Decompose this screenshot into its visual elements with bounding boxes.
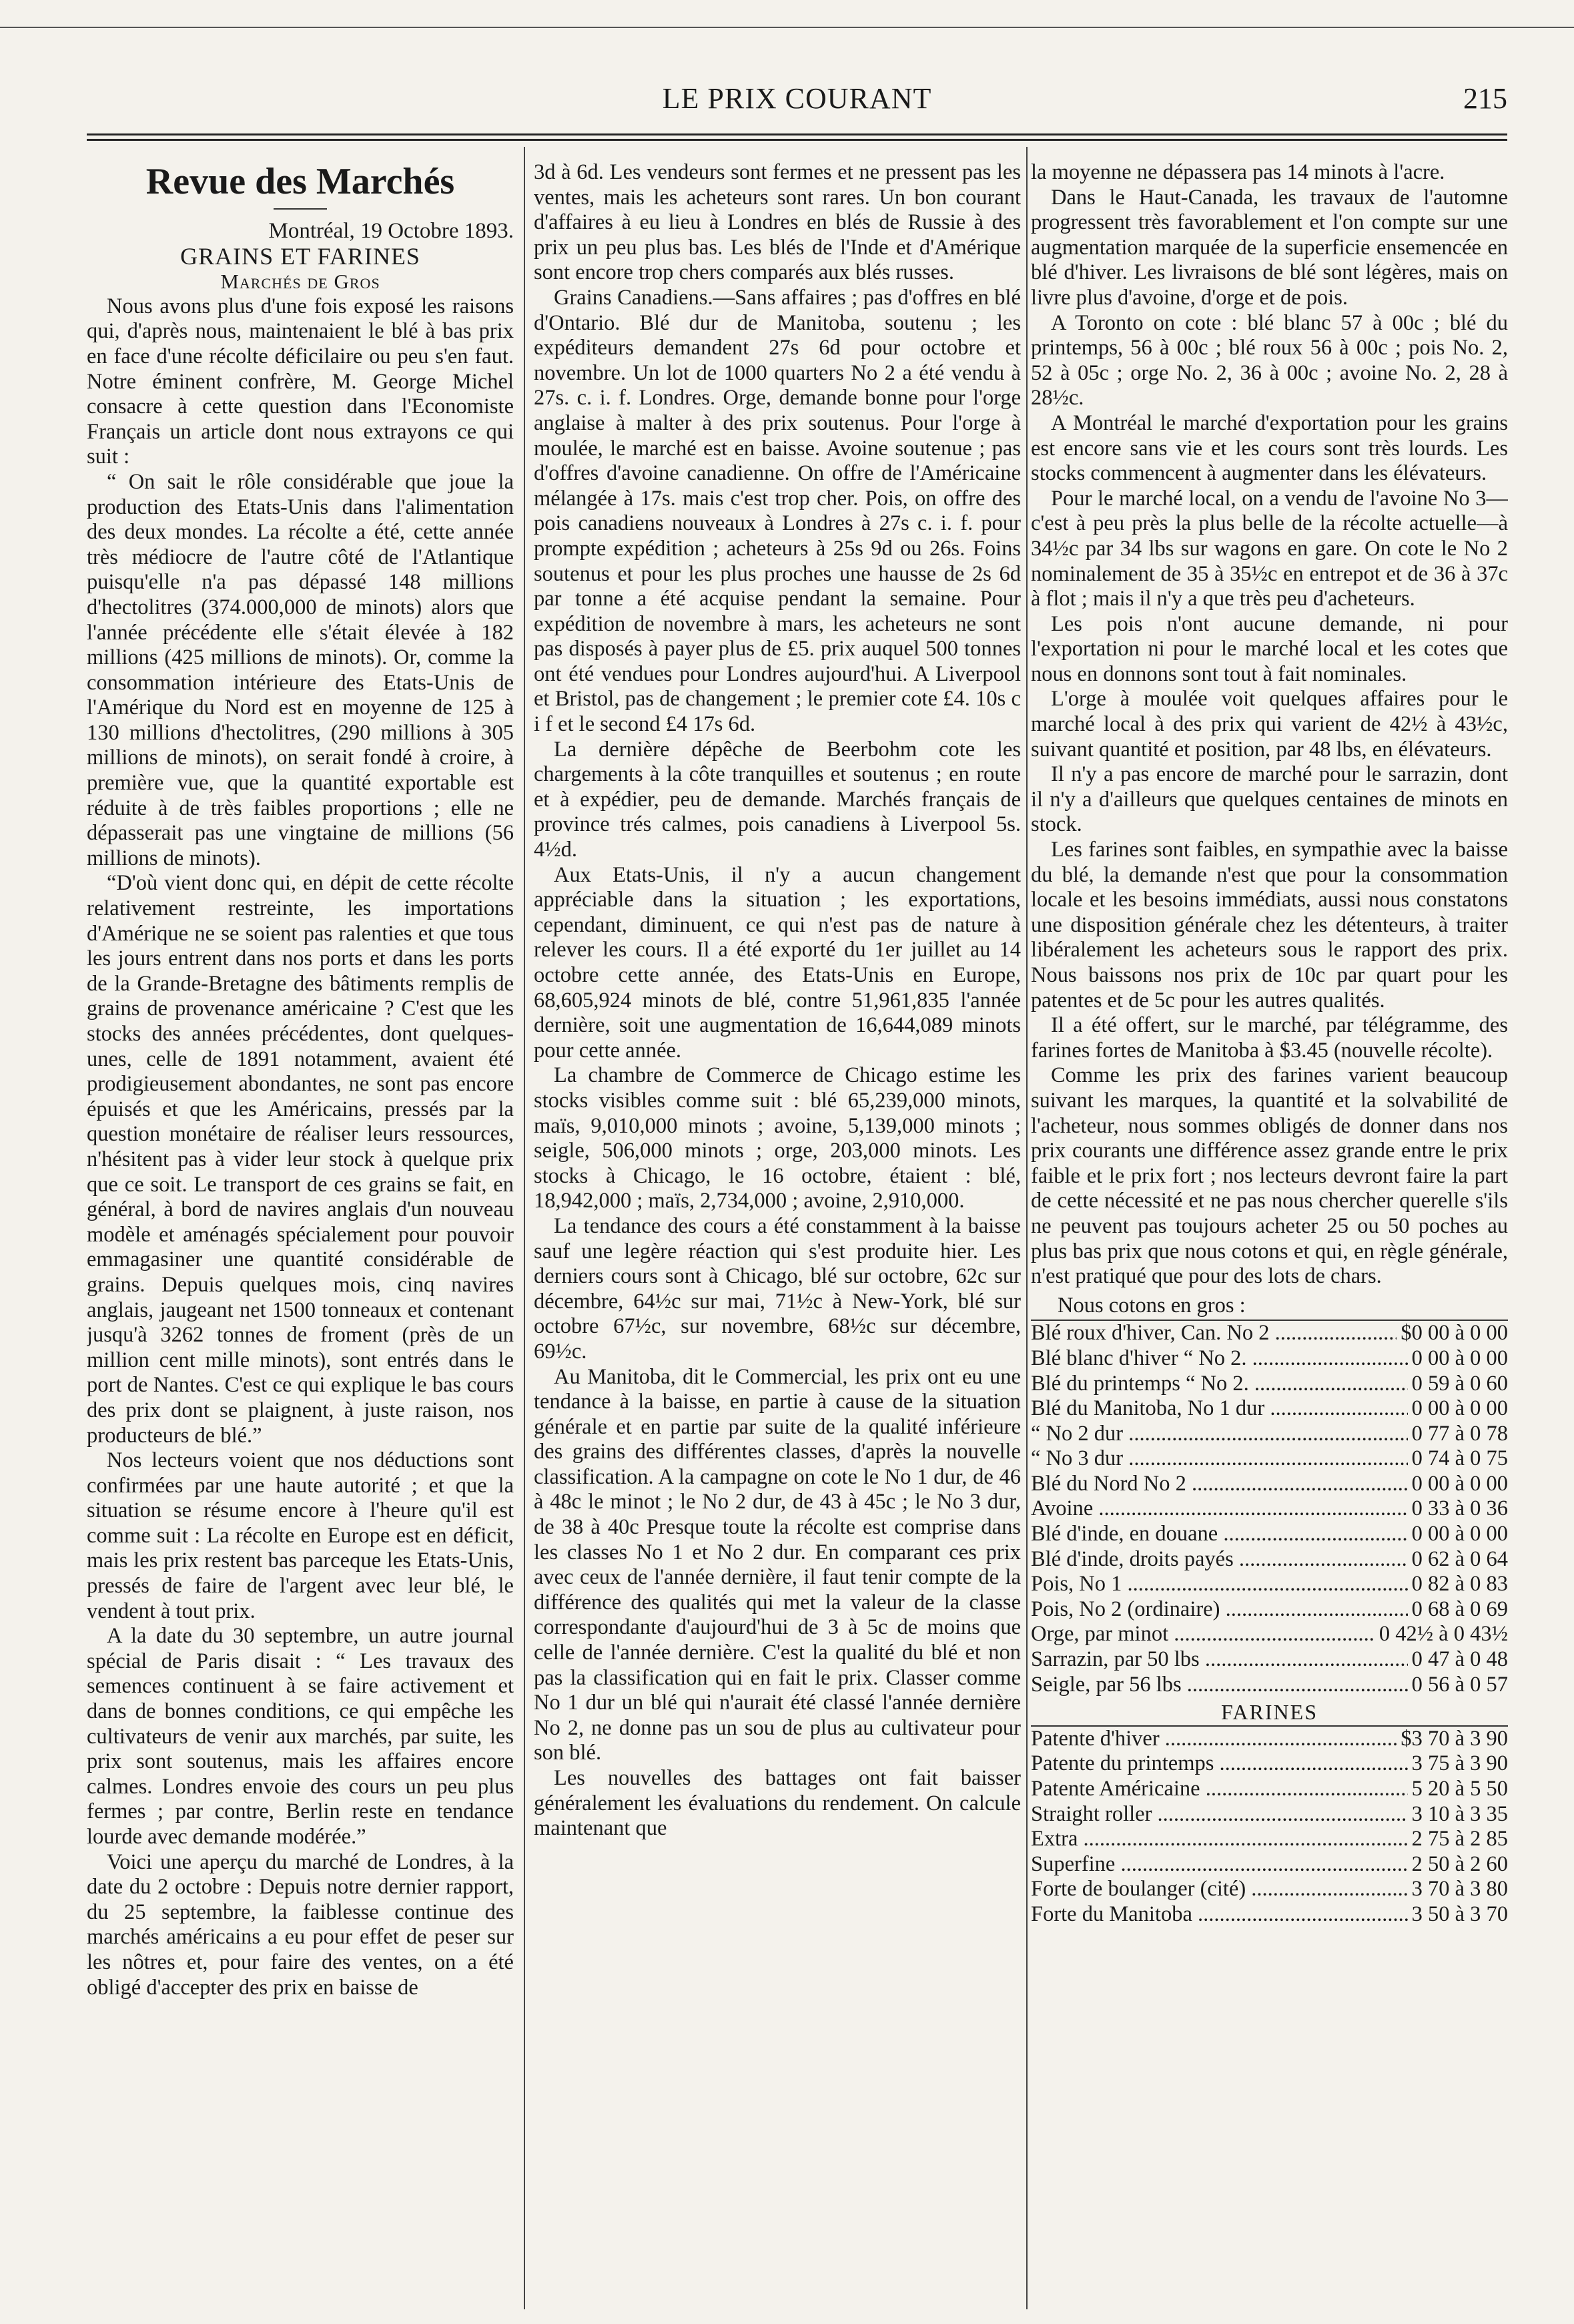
price-item-value: 0 00 à 0 00 [1411,1396,1508,1421]
price-item-name: Superfine ..... [1031,1852,1408,1877]
paragraph: Nos lecteurs voient que nos déductions sont confirmées par une haute autorité ; et que la situation se résume encore à l'heure qu'il est comme suit : La récolte en Europe est en déficit, mais les prix restent bas parceque les Etats-Unis, pressés de faire de l'argent avec leur blé, le vendent à tout prix. [87,1448,514,1623]
price-row [1031,1547,1508,1572]
price-row [1031,1877,1508,1902]
price-item-name: Forte de boulanger (cité) ..... [1031,1877,1408,1902]
price-item-name: Patente Américaine ..... [1031,1777,1408,1802]
price-row [1031,1622,1508,1647]
header-rule-2 [87,139,1507,141]
paragraph: Les pois n'ont aucune demande, ni pour l'exportation ni pour le marché local et les cotes que nous en donnons sont tout à fait nominales. [1031,611,1508,686]
price-item-value: 0 74 à 0 75 [1411,1446,1508,1471]
paragraph: “D'où vient donc qui, en dépit de cette récolte relativement restreinte, les importations d'Amérique ne se soient pas ralenties et que tous les jours entrent dans nos ports et dans les ports de la Grande-Bretagne des bâtiments remplis de grains de provenance américaine ? C'est que les stocks des années précédentes, dont quelques-unes, celle de 1891 notamment, avaient été prodigieusement abondantes, ne sont pas encore épuisés et que les Américains, pressés par la question monétaire de réaliser leurs ressources, n'hésitent pas à vider leur stock à quelque prix que ce soit. Le transport de ces grains se fait, en général, à bord de navires anglais d'un nouveau modèle et aménagés spécialement pour pouvoir emmagasiner une quantité considérable de grains. Depuis quelques mois, cinq navires anglais, jaugeant net 1500 tonneaux et contenant jusqu'à 3262 tonnes de froment (près de un million cent mille minots), sont entrés dans le port de Nantes. C'est ce qui explique le bas cours des prix dont se plaignent, à juste raison, nos producteurs de blé.” [87,871,514,1448]
dateline: Montréal, 19 Octobre 1893. [268,219,514,243]
price-item-value: 0 00 à 0 00 [1411,1346,1508,1370]
price-item-value: 0 00 à 0 00 [1411,1471,1508,1496]
price-item-value: 3 10 à 3 35 [1411,1801,1508,1826]
top-border [0,27,1574,28]
price-item-name: Pois, No 1 ..... [1031,1572,1408,1597]
paragraph: “ On sait le rôle considérable que joue la production des Etats-Unis dans l'alimentation des deux mondes. La récolte a été, cette année très médiocre de l'autre côté de l'Atlantique puisqu'elle n'a pas dépassé 148 millions d'hectolitres (374.000,000 de minots) alors que l'année précédente elle s'était élevée à 182 millions (425 millions de minots). Or, comme la consommation intérieure des Etats-Unis de l'Amérique du Nord est en moyenne de 125 à 130 millions d'hectolitres, (290 millions à 305 millions de minots), on serait fondé à croire, à première vue, que la quantité exportable est réduite à de très faibles proportions ; elle ne dépasserait pas une vingtaine de millions (56 millions de minots). [87,469,514,870]
price-row [1031,1647,1508,1673]
section-heading: GRAINS ET FARINES [180,242,420,270]
paragraph: Les nouvelles des battages ont fait baisser généralement les évaluations du rendement. On calcule maintenant que [534,1766,1021,1841]
price-row [1031,1372,1508,1397]
price-row [1031,1396,1508,1422]
price-item-name: “ No 3 dur ..... [1031,1446,1408,1472]
price-item-value: 0 47 à 0 48 [1411,1647,1508,1672]
page-number: 215 [1463,82,1507,115]
column-divider [1026,147,1028,2309]
price-item-name: Blé d'inde, en douane ..... [1031,1522,1408,1547]
price-item-value: 2 50 à 2 60 [1411,1851,1508,1876]
price-item-value: $3 70 à 3 90 [1401,1726,1508,1751]
paragraph: Voici une aperçu du marché de Londres, à la date du 2 octobre : Depuis notre dernier rapport, du 25 septembre, la faiblesse continue des marchés américains a eu pour effet de peser sur les nôtres et, pour faire des ventes, on a été obligé d'accepter des prix en baisse de [87,1849,514,2000]
price-item-name: Blé roux d'hiver, Can. No 2 ..... [1031,1321,1397,1346]
paragraph: Aux Etats-Unis, il n'y a aucun changement appréciable dans la situation ; les exportations, cependant, diminuent, ce qui n'est pas de nature à relever les cours. Il a été exporté du 1er juillet au 14 octobre cette année, des Etats-Unis en Europe, 68,605,924 minots de blé, contre 51,961,835 l'année dernière, soit une augmentation de 16,644,089 minots pour cette année. [534,862,1021,1063]
paragraph: A la date du 30 septembre, un autre journal spécial de Paris disait : “ Les travaux des semences continuent à se faire activement et dans de bonnes conditions, ce qui empêche les cultivateurs de venir aux marchés, par suite, les prix sont soutenus, mais les affaires encore calmes. Londres envoie des cours un peu plus fermes ; par contre, Berlin reste en tendance lourde avec demande modérée.” [87,1624,514,1849]
paragraph: Nous avons plus d'une fois exposé les raisons qui, d'après nous, maintenaient le blé à bas prix en face d'une récolte déficilaire ou peu s'en faut. Notre éminent confrère, M. George Michel consacre à cette question dans l'Economiste Français un article dont nous extrayons ce qui suit : [87,294,514,469]
price-item-value: 3 70 à 3 80 [1411,1877,1508,1902]
price-item-value: 0 68 à 0 69 [1411,1596,1508,1621]
grain-price-list [1031,1320,1508,1697]
price-item-value: 0 33 à 0 36 [1411,1496,1508,1521]
price-item-value: 0 42½ à 0 43½ [1379,1622,1508,1647]
price-row [1031,1751,1508,1777]
column-divider [524,147,525,2309]
price-item-value: 0 56 à 0 57 [1411,1672,1508,1697]
price-item-name: Avoine ..... [1031,1496,1408,1522]
price-item-name: Patente d'hiver ..... [1031,1727,1397,1752]
price-row [1031,1321,1508,1346]
price-item-name: Blé d'inde, droits payés ..... [1031,1547,1408,1572]
price-row [1031,1472,1508,1497]
column-2 [534,160,1021,2296]
price-item-name: Extra ..... [1031,1827,1408,1852]
paragraph: la moyenne ne dépassera pas 14 minots à l'acre. [1031,160,1445,184]
paragraph: Comme les prix des farines varient beaucoup suivant les marques, la quantité et la solvabilité de l'acheteur, nous sommes obligés de donner dans nos prix courants une différence assez grande entre le prix faible et le prix fort ; nos lecteurs devront faire la part de cette nécessité et ne pas nous chercher querelle s'ils ne peuvent pas toujours acheter 25 ou 50 poches au plus bas prix que nous cotons et qui, en règle générale, n'est pratiqué que pour des lots de chars. [1031,1063,1508,1289]
paragraph: L'orge à moulée voit quelques affaires pour le marché local à des prix qui varient de 42½ à 43½c, suivant quantité et position, par 48 lbs, en élévateurs. [1031,687,1508,762]
header-rule [87,133,1507,135]
price-row [1031,1777,1508,1802]
price-item-value: 0 82 à 0 83 [1411,1572,1508,1596]
farines-heading: FARINES [1031,1700,1508,1727]
price-item-name: Blé du printemps “ No 2. ..... [1031,1372,1408,1397]
title-rule [274,208,327,210]
price-row [1031,1673,1508,1698]
paragraph: A Toronto on cote : blé blanc 57 à 00c ; blé du printemps, 56 à 00c ; blé roux 56 à 00c ; pois No. 2, 52 à 05c ; orge No. 2, 36 à 00c ; avoine No. 2, 28 à 28½c. [1031,310,1508,410]
paragraph: La chambre de Commerce de Chicago estime les stocks visibles comme suit : blé 65,239,000 minots, maïs, 9,010,000 minots ; avoine, 5,139,000 minots ; seigle, 506,000 minots ; orge, 203,000 minots. Les stocks à Chicago, le 16 octobre, étaient : blé, 18,942,000 ; maïs, 2,734,000 ; avoine, 2,910,000. [534,1063,1021,1213]
price-item-value: 0 62 à 0 64 [1411,1546,1508,1571]
price-row [1031,1446,1508,1472]
price-row [1031,1496,1508,1522]
price-row [1031,1522,1508,1547]
price-item-value: 0 77 à 0 78 [1411,1421,1508,1446]
flour-price-list [1031,1727,1508,1928]
price-row [1031,1802,1508,1827]
article-title: Revue des Marchés [145,161,455,202]
price-row [1031,1346,1508,1372]
price-item-value: 0 00 à 0 00 [1411,1522,1508,1546]
paragraph: Au Manitoba, dit le Commercial, les prix ont eu une tendance à la baisse, en partie à cause de la situation générale et en partie par suite de la qualité inférieure des grains des différentes classes, d'après la nouvelle classification. A la campagne on cote le No 1 dur, de 46 à 48c le minot ; le No 2 dur, de 43 à 45c ; le No 3 dur, de 38 à 40c Presque toute la récolte est comprise dans les classes No 1 et No 2 dur. En comparant ces prix avec ceux de l'année dernière, il faut tenir compte de la différence des qualités qui met la valeur de la classe correspondante d'aujourd'hui de 3 à 5c de moins que celle de l'année dernière. C'est la qualité du blé et non pas la classification qui en fait le prix. Classer comme No 1 dur un blé qui n'aurait été classé l'année dernière No 2, ne donne pas un sou de plus au cultivateur pour son blé. [534,1364,1021,1765]
subsection-heading: Marchés de Gros [220,270,380,294]
page-header [87,81,1507,121]
paragraph: La tendance des cours a été constamment à la baisse sauf une legère réaction qui s'est produite hier. Les derniers cours sont à Chicago, blé sur octobre, 62c sur décembre, 64½c sur mai, 71½c à New-York, blé sur octobre 67½c, sur novembre, 68½c sur décembre, 69½c. [534,1213,1021,1364]
price-item-value: $0 00 à 0 00 [1401,1321,1508,1346]
price-item-value: 2 75 à 2 85 [1411,1827,1508,1851]
price-list-intro: Nous cotons en gros : [1058,1293,1246,1318]
price-item-value: 3 75 à 3 90 [1411,1751,1508,1776]
journal-title: LE PRIX COURANT [662,82,932,115]
price-item-name: Sarrazin, par 50 lbs ..... [1031,1647,1408,1673]
paragraph: Dans le Haut-Canada, les travaux de l'automne progressent très favorablement et l'on compte sur une augmentation marquée de la superficie ensemencée en blé d'hiver. Les livraisons de blé sont légères, mais on livre plus d'avoine, d'orge et de pois. [1031,185,1508,310]
price-item-value: 3 50 à 3 70 [1411,1902,1508,1926]
price-item-name: Pois, No 2 (ordinaire) ..... [1031,1597,1408,1623]
price-item-name: Forte du Manitoba ..... [1031,1902,1408,1928]
price-item-name: Orge, par minot ..... [1031,1622,1375,1647]
price-item-name: Blé du Manitoba, No 1 dur ..... [1031,1396,1408,1422]
price-item-value: 0 59 à 0 60 [1411,1371,1508,1396]
paragraph: A Montréal le marché d'exportation pour les grains est encore sans vie et les cours sont très lourds. Les stocks commencent à augmenter dans les élévateurs. [1031,410,1508,486]
price-item-name: “ No 2 dur ..... [1031,1422,1408,1447]
paragraph: Pour le marché local, on a vendu de l'avoine No 3—c'est à peu près la plus belle de la récolte actuelle—à 34½c par 34 lbs sur wagons en gare. On cote le No 2 nominalement de 35 à 35½c en entrepot et de 36 à 37c à flot ; mais il n'y a que très peu d'acheteurs. [1031,486,1508,611]
price-row [1031,1827,1508,1852]
price-item-value: 5 20 à 5 50 [1411,1777,1508,1801]
paragraph: La dernière dépêche de Beerbohm cote les chargements à la côte tranquilles et soutenus ; en route et à expédier, peu de demande. Marchés français de province trés calmes, pois canadiens à Liverpool 5s. 4½d. [534,737,1021,862]
paragraph: Il n'y a pas encore de marché pour le sarrazin, dont il n'y a d'ailleurs que quelques centaines de minots en stock. [1031,762,1508,837]
price-item-name: Blé blanc d'hiver “ No 2. ..... [1031,1346,1408,1372]
paragraph: Les farines sont faibles, en sympathie avec la baisse du blé, la demande n'est que pour la consommation locale et les besoins immédiats, aussi nous constatons une disposition générale chez les détenteurs, à traiter libéralement les acheteurs sous le rapport des prix. Nous baissons nos prix de 10c par quart pour les patentes et de 5c pour les autres qualités. [1031,838,1508,1012]
price-row [1031,1727,1508,1752]
paragraph: 3d à 6d. Les vendeurs sont fermes et ne pressent pas les ventes, mais les acheteurs sont rares. Un bon courant d'affaires à eu lieu à Londres en blés de Russie à des prix un peu plus bas. Les blés de l'Inde et d'Amérique sont encore trop chers comparés aux blés russes. [534,160,1021,285]
price-item-name: Straight roller ..... [1031,1802,1408,1827]
price-row [1031,1422,1508,1447]
price-row [1031,1852,1508,1877]
column-3 [1031,160,1508,2296]
price-row [1031,1597,1508,1623]
price-item-name: Seigle, par 56 lbs ..... [1031,1673,1408,1698]
price-item-name: Patente du printemps ..... [1031,1751,1408,1777]
price-item-name: Blé du Nord No 2 ..... [1031,1472,1408,1497]
paragraph: Grains Canadiens.—Sans affaires ; pas d'offres en blé d'Ontario. Blé dur de Manitoba, soutenu ; les expéditeurs demandent 27s 6d pour octobre et novembre. Un lot de 1000 quarters No 2 a été vendu à 27s. c. i. f. Londres. Orge, demande bonne pour l'orge anglaise à malter à des prix soutenus. Pour l'orge à moulée, le marché est en baisse. Avoine soutenue ; pas d'offres d'avoine canadienne. On offre de l'Américaine mélangée à 17s. mais c'est trop cher. Pois, on offre des pois canadiens nouveaux à Londres à 27s c. i. f. pour prompte expédition ; acheteurs à 25s 9d ou 26s. Foins soutenus et pour les plus proches une hausse de 2s 6d par tonne a été acquise pendant la semaine. Pour expédition de novembre à mars, les acheteurs ne sont pas disposés à payer plus de £5. prix auquel 500 tonnes ont été vendues pour Londres aujourd'hui. A Liverpool et Bristol, pas de changement ; le premier cote £4. 10s c i f et le second £4 17s 6d. [534,285,1021,737]
price-row [1031,1572,1508,1597]
column-1 [87,160,514,2296]
price-row [1031,1902,1508,1928]
paragraph: Il a été offert, sur le marché, par télégramme, des farines fortes de Manitoba à $3.45 (nouvelle récolte). [1031,1013,1508,1063]
